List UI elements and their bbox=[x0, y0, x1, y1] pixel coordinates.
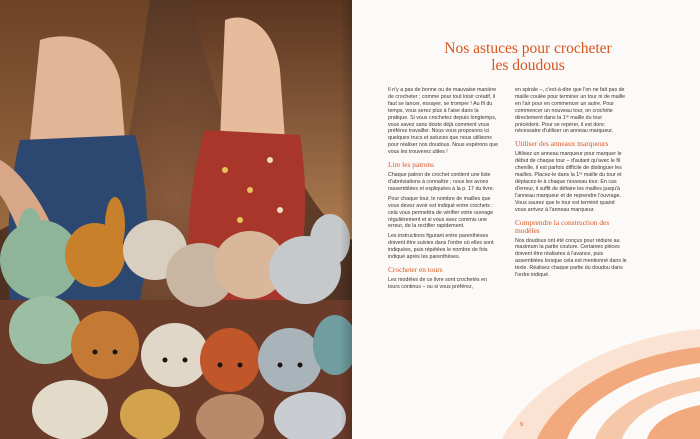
paragraph: Utilisez un anneau marqueur pour marquer le début de chaque tour – d'autant qu'avec le fil chenille, il est parfois difficile de distinguer les mailles. Placez-le dans la 1ʳᵉ maille du tour et déplacez-le à chaque nouveau tour. En cas d'erreur, il suffit de défaire les mailles jusqu'à l'anneau marqueur et de reprendre l'ouvrage. Vous saurez que le tour est terminé quand vous arrivez à l'anneau marqueur. bbox=[515, 151, 622, 213]
heading-lire-les-patrons: Lire les patrons bbox=[388, 160, 434, 170]
text-column-2 bbox=[515, 87, 627, 282]
paragraph: Nos doudous ont été conçus pour réduire au maximum la partie couture. Certaines pièces doivent être réalisées à l'avance, puis assemblées lorsque cela est mentionné dans le texte. Réalisez chaque partie du doudou dans l'ordre indiqué. bbox=[515, 237, 627, 279]
heading-construction-modeles: Comprendre la construction des modèles bbox=[515, 217, 610, 235]
heading-anneaux-marqueurs: Utiliser des anneaux marqueurs bbox=[515, 139, 609, 149]
paragraph: Les instructions figurant entre parenthèses doivent être suivies dans l'ordre où elles sont indiquées, puis répétées le nombre de fois indiqué après les parenthèses. bbox=[388, 233, 494, 261]
page-number: 9 bbox=[520, 422, 524, 428]
title-line-2: les doudous bbox=[491, 57, 565, 74]
heading-crocheter-en-tours: Crocheter en tours bbox=[388, 264, 443, 274]
decorative-waves bbox=[352, 329, 700, 439]
paragraph: en spirale –, c'est-à-dire que l'on ne fait pas de maille coulée pour terminer un tour ni de maille en l'air pour en commencer un autre. Pour commencer un nouveau tour, on crochète directement dans la 1ʳᵉ maille du tour précédent. Pour se repérer, il est donc nécessaire d'utiliser un anneau marqueur. bbox=[515, 87, 626, 135]
text-page bbox=[352, 0, 700, 439]
page-title bbox=[388, 40, 668, 74]
paragraph: Pour chaque tour, le nombre de mailles que vous devez avoir est indiqué entre crochets : cela vous permettra de vérifier votre ouvrage régulièrement et si vous avez commis une erreur, de la rectifier rapidement. bbox=[388, 195, 494, 230]
paragraph: Les modèles de ce livre sont crochetés en tours continus – ou si vous préférez, bbox=[388, 276, 487, 290]
text-column-1 bbox=[388, 87, 500, 294]
paragraph: Chaque patron de crochet contient une liste d'abréviations à connaître ; nous les avons rassemblées et expliquées à la p. 17 du livre. bbox=[388, 172, 494, 192]
intro-paragraph: Il n'y a pas de bonne ou de mauvaise manière de crocheter ; comme pour tout loisir créatif, il faut se lancer, essayer, se tromper ! Au fil du temps, vous serez plus à l'aise dans la pratique. Si vous crochetez depuis longtemps, vous savez sans doute déjà comment vous préférez travailler. Nous vous proposons ici quelques trucs et astuces que nous utilisons pour réaliser nos doudous. Nous espérons que vous les trouverez utiles ! bbox=[388, 87, 499, 156]
title-line-1: Nos astuces pour crocheter bbox=[444, 40, 612, 57]
